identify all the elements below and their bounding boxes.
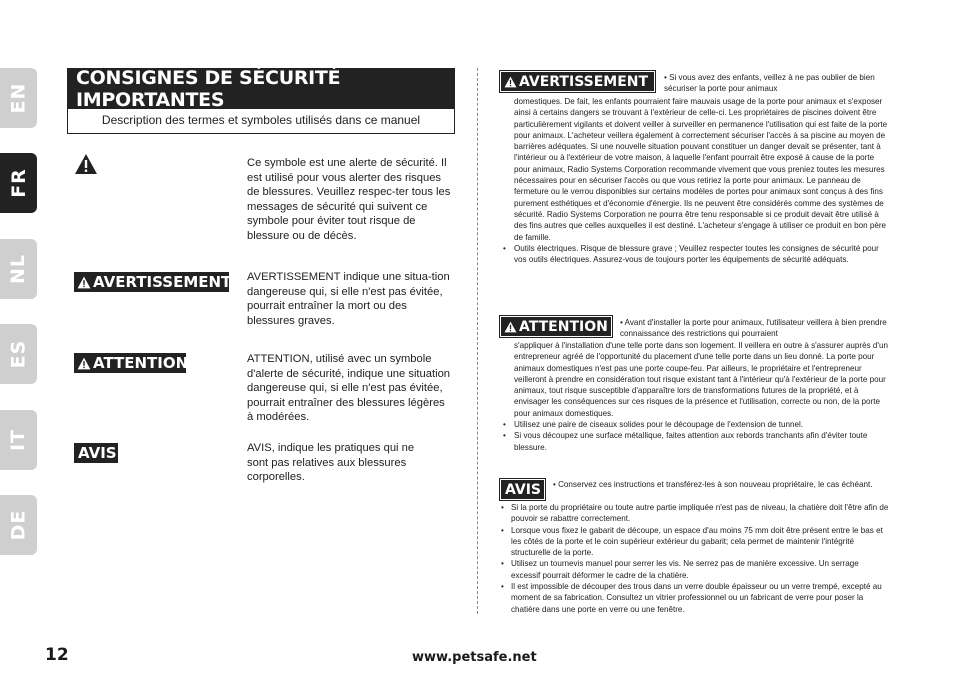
safety-alert-icon (74, 153, 98, 175)
caution-section-paragraph: s'appliquer à l'installation d'une telle porte dans son logement. Il veillera en outre à s'assurer auprès d'un entrepreneur agréé de l'opportunité du placement d'une telle porte dans un lieu donné. La porte pour animaux domestiques n'est pas une porte coupe-feu. Par ailleurs, le propriétaire et l'entrepreneur veilleront à prendre en considération tout risque existant tant à l'intérieur qu'à l'extérieur de la porte pour animaux, tout risque susceptible d'apparaître lors de transformations futures de la propriété, et à envisager les conséquences sur ces risques de la présence et l'utilisation, correcte ou non, de la porte pour animaux domestiques. (514, 341, 888, 418)
safety-symbol-description: Ce symbole est une alerte de sécurité. Il est utilisé pour vous alerter des risques de blessures. Veuillez respec-ter tous les messages de sécurité qui suivent ce symbole pour éviter tout risque de blessure ou de décès. (247, 157, 451, 242)
caution-section-badge (501, 317, 611, 336)
notice-section-first-line: • Conservez ces instructions et transférez-les à son nouveau propriétaire, le cas échéant. (553, 480, 873, 489)
language-tab-label: DE (7, 509, 30, 541)
caution-alert-icon (77, 357, 91, 370)
language-tab-fr[interactable] (0, 153, 37, 213)
caution-section-first-line: • Avant d'installer la porte pour animaux, l'utilisateur veillera à bien prendre connaissance des restrictions qui pourraient (620, 318, 887, 339)
warning-section-first-line: • Si vous avez des enfants, veillez à ne pas oublier de bien sécuriser la porte pour animaux (664, 73, 875, 94)
section-title-box (67, 68, 455, 134)
warning-section-bullet: • Outils électriques. Risque de blessure grave ; Veuillez respecter toutes les consignes de sécurité pour vos outils électriques. Assurez-vous de toujours porter les équipements de sécurité adéquats. (501, 243, 890, 266)
title-bar (68, 69, 454, 109)
notice-badge (74, 443, 118, 463)
column-divider (477, 68, 478, 614)
page-title: CONSIGNES DE SÉCURITÉ IMPORTANTES (76, 67, 341, 111)
website-link[interactable]: www.petsafe.net (412, 650, 537, 665)
language-tab-label: FR (7, 168, 30, 198)
page-subtitle: Description des termes et symboles utilisés dans ce manuel (101, 113, 421, 127)
warning-section-badge-label: AVERTISSEMENT (519, 73, 649, 90)
caution-section-body (501, 340, 890, 453)
language-tab-label: EN (7, 82, 30, 114)
notice-section-bullet: • Lorsque vous fixez le gabarit de découpe, un espace d'au moins 75 mm doit être présent entre le bas et les côtés de la porte et le coin supérieur extérieur du gabarit; cela permet de maintenir l'intégrité structurelle de la porte. (501, 525, 890, 559)
warning-section-paragraph: domestiques. De fait, les enfants pourraient faire mauvais usage de la porte pour animaux et s'exposer ainsi à certains dangers se trouvant à l'extérieur de celle-ci. Les propriétaires de piscines doivent être particulièrement vigilants et doivent veiller à surveiller en permanence l'utilisation qui est faite de la porte pour animaux. L'acheteur veillera également à correctement sécuriser l'accès à sa piscine au moyen de barrières adéquates. Si une nouvelle situation pouvant constituer un danger devait se présenter, tant à l'intérieur ou à l'extérieur de votre maison, à laquelle l'enfant pourrait être exposé à cause de la porte pour animaux, Radio Systems Corporation recommande vivement que vous preniez toutes les mesures nécessaires pour en sécuriser l'accès ou que vous retiriez la porte pour animaux. Le panneau de fermeture ou le verrou disponibles sur certains modèles de portes pour animaux sont conçus à des fins purement esthétiques et d'économie d'énergie. Ils ne peuvent être considérés comme des systèmes de sécurité. Radio Systems Corporation ne pourra être tenu responsable si ce produit devait être utilisé à des fins autres que celles auxquelles il est destiné. L'acheteur s'engage à utiliser ce produit en bon père de famille. (514, 97, 888, 242)
warning-section-body (501, 96, 890, 265)
page-number: 12 (45, 645, 69, 665)
caution-section-bullet: • Si vous découpez une surface métallique, faites attention aux rebords tranchants afin d'éviter toute blessure. (501, 430, 890, 453)
notice-badge-label: AVIS (78, 444, 117, 462)
caution-badge (74, 353, 189, 373)
notice-section-badge-label: AVIS (505, 481, 542, 498)
caution-section-alert-icon (504, 321, 517, 333)
warning-badge-label: AVERTISSEMENT (93, 273, 232, 291)
caution-badge-label: ATTENTION (93, 354, 189, 372)
language-tab-label: IT (7, 428, 30, 452)
warning-badge (74, 272, 232, 292)
notice-section-bullet: • Si la porte du propriétaire ou toute autre partie impliquée n'est pas de niveau, la chatière doit l'être afin de pouvoir se rabattre correctement. (501, 502, 890, 525)
notice-section-bullet: • Utilisez un tournevis manuel pour serrer les vis. Ne serrez pas de manière excessive. Un serrage excessif pourrait déformer le cadre de la chatière. (501, 558, 890, 581)
notice-section-bullet: • Il est impossible de découper des trous dans un verre double épaisseur ou un verre trempé, excepté au moment de sa fabrication. Consultez un vitrier professionnel ou un fabricant de verre pour poser la chatière dans une porte en verre ou une fenêtre. (501, 581, 890, 615)
language-tab-label: NL (7, 253, 30, 285)
warning-section-alert-icon (504, 76, 517, 88)
warning-description: AVERTISSEMENT indique une situa-tion dangereuse qui, si elle n'est pas évitée, pourrait entraîner la mort ou des blessures graves. (247, 271, 450, 327)
warning-alert-icon (77, 276, 91, 289)
notice-description: AVIS, indique les pratiques qui ne sont pas relatives aux blessures corporelles. (247, 442, 415, 484)
language-tab-de[interactable] (0, 495, 37, 555)
caution-description: ATTENTION, utilisé avec un symbole d'alerte de sécurité, indique une situation dangereuse qui, si elle n'est pas évitée, pourrait entraîner des blessures légères à modérées. (247, 353, 451, 424)
language-tab-es[interactable] (0, 324, 37, 384)
warning-section-badge (501, 72, 654, 91)
language-tab-en[interactable] (0, 68, 37, 128)
notice-section-badge (501, 480, 544, 499)
language-tab-nl[interactable] (0, 239, 37, 299)
language-tab-label: ES (7, 339, 30, 369)
language-tab-it[interactable] (0, 410, 37, 470)
caution-section-badge-label: ATTENTION (519, 318, 608, 335)
notice-section-body (501, 502, 890, 615)
caution-section-bullet: • Utilisez une paire de ciseaux solides pour le découpage de l'extension de tunnel. (501, 419, 890, 430)
